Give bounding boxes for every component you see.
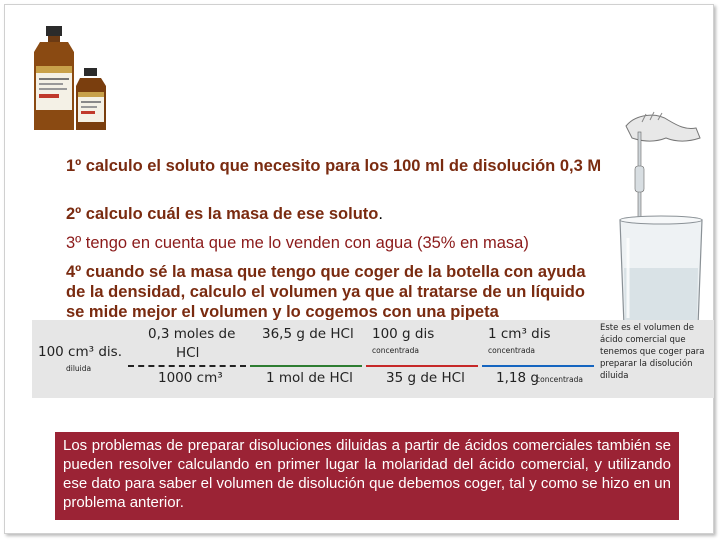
fraction-bar-2 [250, 365, 362, 367]
factor-1-numerator-line2: HCl [176, 345, 200, 361]
pipette-beaker-image [616, 108, 716, 338]
factor-3-numerator-sub: concentrada [372, 346, 419, 355]
acid-bottles-image [24, 22, 119, 134]
start-value: 100 cm³ dis. [38, 344, 122, 360]
factor-4-denominator: 1,18 g [496, 370, 539, 386]
factor-2-numerator: 36,5 g de HCl [262, 326, 354, 342]
factor-4-numerator: 1 cm³ dis [488, 326, 551, 342]
factor-3-denominator: 35 g de HCl [386, 370, 465, 386]
factor-1-numerator: 0,3 moles de [148, 326, 236, 342]
info-box: Los problemas de preparar disoluciones diluidas a partir de ácidos comerciales también se pueden resolver calculando en primer lugar la molaridad del ácido comercial, y utilizando ese dato para saber el volumen de disolución que debemos coger, tal y como se hizo en un problema anterior. [55, 432, 679, 520]
start-sub: diluida [66, 364, 92, 373]
factor-4-numerator-sub: concentrada [488, 346, 535, 355]
factor-2-denominator: 1 mol de HCl [266, 370, 353, 386]
factor-4-denominator-sub: concentrada [536, 375, 583, 384]
step-2-text [66, 204, 383, 224]
step-2-period: . [378, 205, 383, 223]
step-2-main: 2º calculo cuál es la masa de ese soluto [66, 205, 379, 223]
step-4-text: 4º cuando sé la masa que tengo que coger de la botella con ayuda de la densidad, calculo el volumen ya que al tratarse de un líquido se mide mejor el volumen y lo cogemos con una pipeta [66, 263, 586, 320]
fraction-bar-4 [482, 365, 594, 367]
step-3-text: 3º tengo en cuenta que me lo venden con agua (35% en masa) [66, 234, 529, 252]
factor-1-denominator: 1000 cm³ [158, 370, 223, 386]
fraction-bar-3 [366, 365, 478, 367]
factor-3-numerator: 100 g dis [372, 326, 435, 342]
result-note: Este es el volumen de ácido comercial que tenemos que coger para preparar la disolución diluida [600, 323, 705, 381]
fraction-bar-1 [128, 365, 246, 367]
step-1-text: 1º calculo el soluto que necesito para los 100 ml de disolución 0,3 M [66, 157, 602, 175]
